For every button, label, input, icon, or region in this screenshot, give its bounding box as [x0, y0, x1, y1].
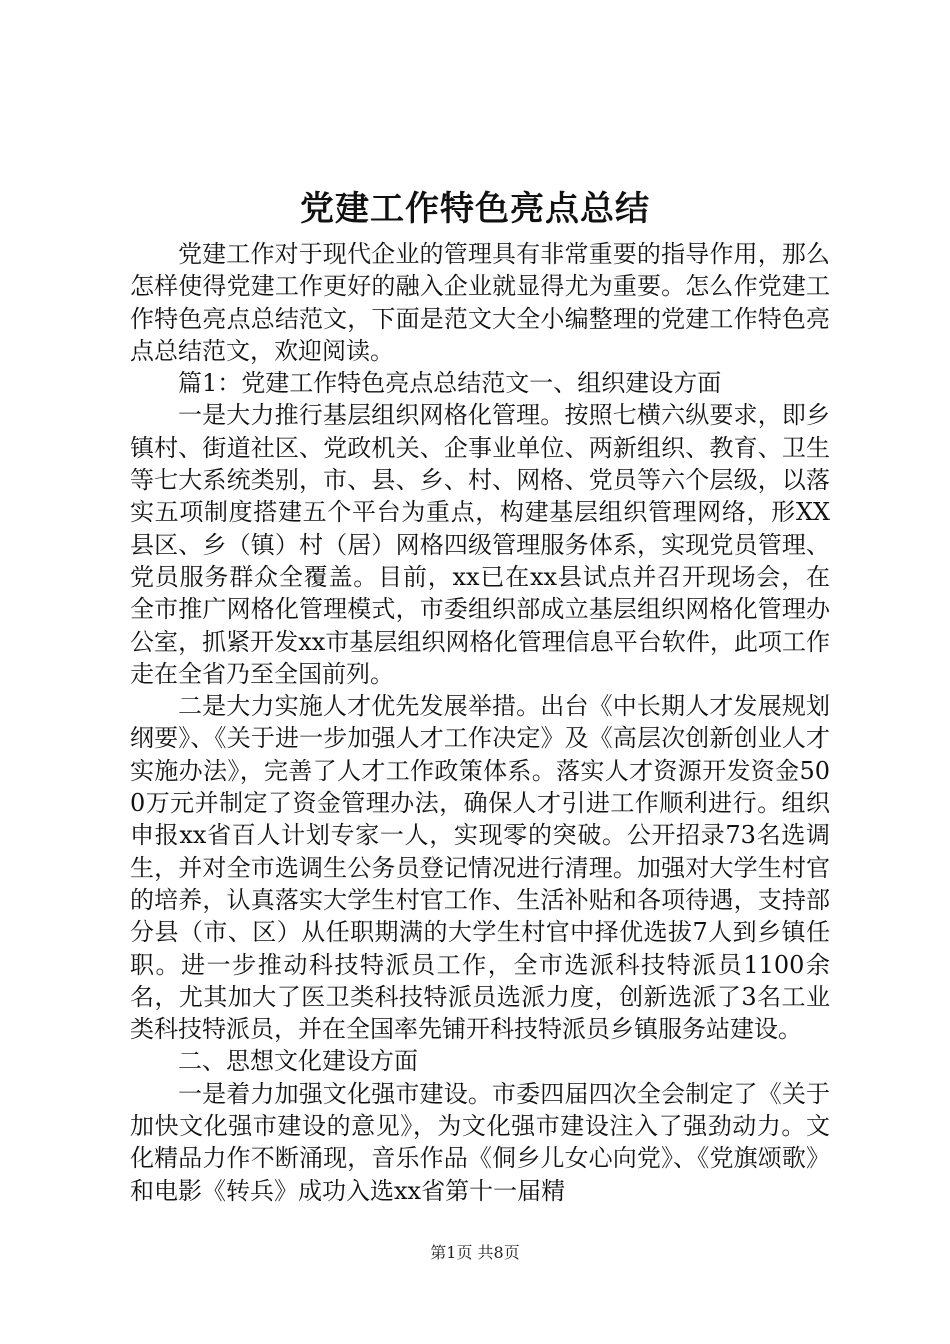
section-heading-culture: 二、思想文化建设方面 — [178, 1047, 418, 1076]
document-title: 党建工作特色亮点总结 — [300, 189, 650, 229]
section-heading-organization: 篇1：党建工作特色亮点总结范文一、组织建设方面 — [178, 369, 722, 398]
paragraph-talent-development: 二是大力实施人才优先发展举措。出台《中长期人才发展规划纲要》、《关于进一步加强人才工作决定》及《高层次创新创业人才实施办法》，完善了人才工作政策体系。落实人才资源开发资金500万元并制定了资金管理办法，确保人才引进工作顺利进行。组织申报xx省百人计划专家一人，实现零的突破。公开招录73名选调生，并对全市选调生公务员登记情况进行清理。加强对大学生村官的培养，认真落实大学生村官工作、生活补贴和各项待遇，支持部分县（市、区）从任职期满的大学生村官中择优选拔7人到乡镇任职。进一步推动科技特派员工作，全市选派科技特派员1100余名，尤其加大了医卫类科技特派员选派力度，创新选派了3名工业类科技特派员，并在全国率先铺开科技特派员乡镇服务站建设。 — [130, 692, 830, 1044]
page-footer: 第1页 共8页 — [430, 1243, 520, 1262]
document-body — [130, 238, 830, 1207]
paragraph-grid-management: 一是大力推行基层组织网格化管理。按照七横六纵要求，即乡镇村、街道社区、党政机关、企事业单位、两新组织、教育、卫生等七大系统类别，市、县、乡、村、网格、党员等六个层级，以落实五项制度搭建五个平台为重点，构建基层组织管理网络，形XX县区、乡（镇）村（居）网格四级管理服务体系，实现党员管理、党员服务群众全覆盖。目前，xx已在xx县试点并召开现场会，在全市推广网格化管理模式，市委组织部成立基层组织网格化管理办公室，抓紧开发xx市基层组织网格化管理信息平台软件，此项工作走在全省乃至全国前列。 — [130, 401, 830, 688]
paragraph-culture-city: 一是着力加强文化强市建设。市委四届四次全会制定了《关于加快文化强市建设的意见》，为文化强市建设注入了强劲动力。文化精品力作不断涌现，音乐作品《侗乡儿女心向党》、《党旗颂歌》和电影《转兵》成功入选xx省第十一届精 — [130, 1079, 830, 1205]
intro-paragraph: 党建工作对于现代企业的管理具有非常重要的指导作用，那么怎样使得党建工作更好的融入企业就显得尤为重要。怎么作党建工作特色亮点总结范文，下面是范文大全小编整理的党建工作特色亮点总结范文，欢迎阅读。 — [130, 240, 830, 365]
